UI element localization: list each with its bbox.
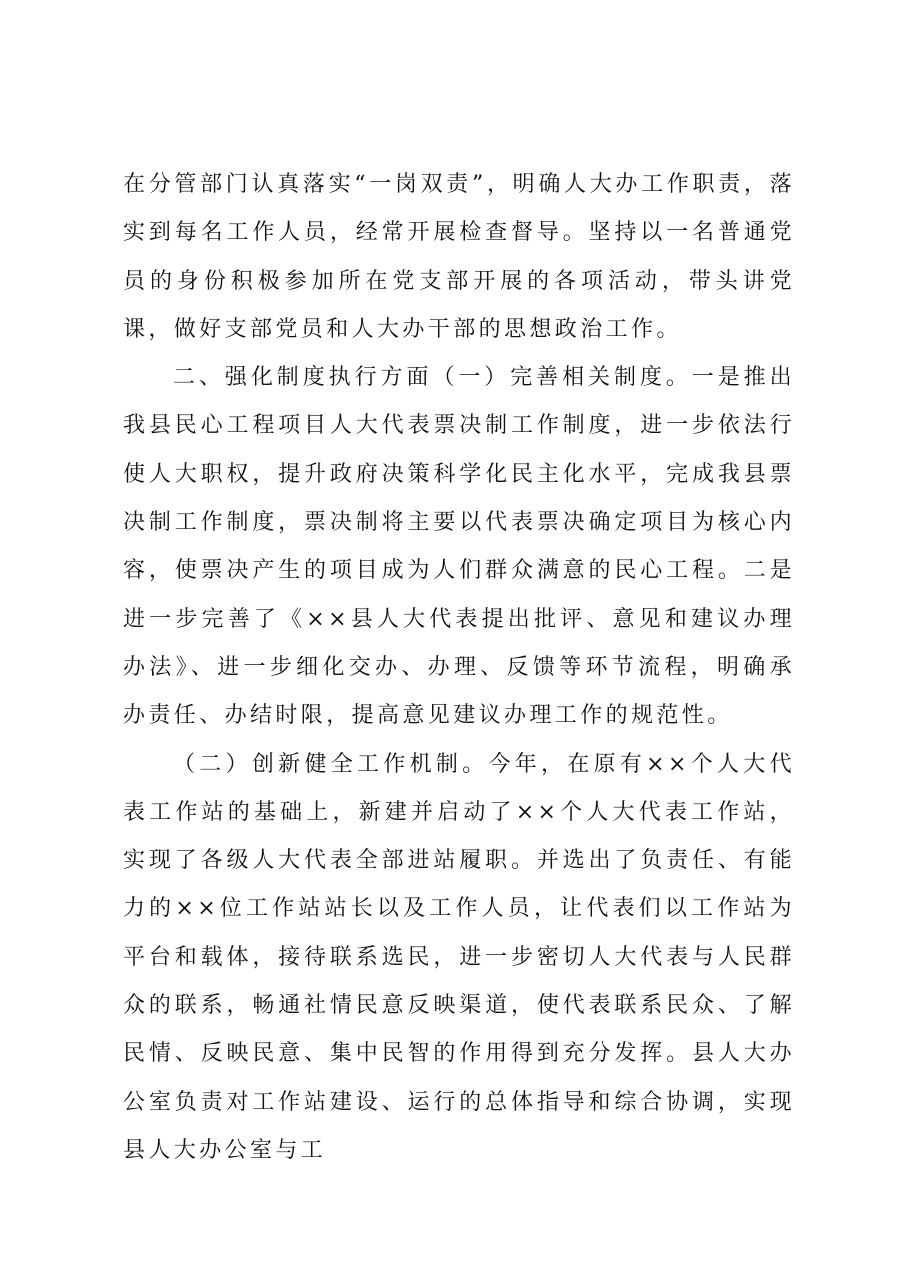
paragraph-institutional-system: 二、强化制度执行方面（一）完善相关制度。一是推出我县民心工程项目人大代表票决制工作制度，进一步依法行使人大职权，提升政府决策科学化民主化水平，完成我县票决制工作制度，票决制将主要以代表票决确定项目为核心内容，使票决产生的项目成为人们群众满意的民心工程。二是进一步完善了《××县人大代表提出批评、意见和建议办理办法》、进一步细化交办、办理、反馈等环节流程，明确承办责任、办结时限，提高意见建议办理工作的规范性。 — [123, 365, 795, 729]
paragraph-continuation: 在分管部门认真落实“一岗双责”，明确人大办工作职责，落实到每名工作人员，经常开展检查督导。坚持以一名普通党员的身份积极参加所在党支部开展的各项活动，带头讲党课，做好支部党员和人大办干部的思想政治工作。 — [123, 172, 795, 342]
document-body — [123, 161, 795, 1175]
paragraph-work-mechanism: （二）创新健全工作机制。今年，在原有××个人大代表工作站的基础上，新建并启动了××个人大代表工作站，实现了各级人大代表全部进站履职。并选出了负责任、有能力的××位工作站站长以及工作人员，让代表们以工作站为平台和载体，接待联系选民，进一步密切人大代表与人民群众的联系，畅通社情民意反映渠道，使代表联系民众、了解民情、反映民意、集中民智的作用得到充分发挥。县人大办公室负责对工作站建设、运行的总体指导和综合协调，实现县人大办公室与工 — [123, 751, 795, 1163]
